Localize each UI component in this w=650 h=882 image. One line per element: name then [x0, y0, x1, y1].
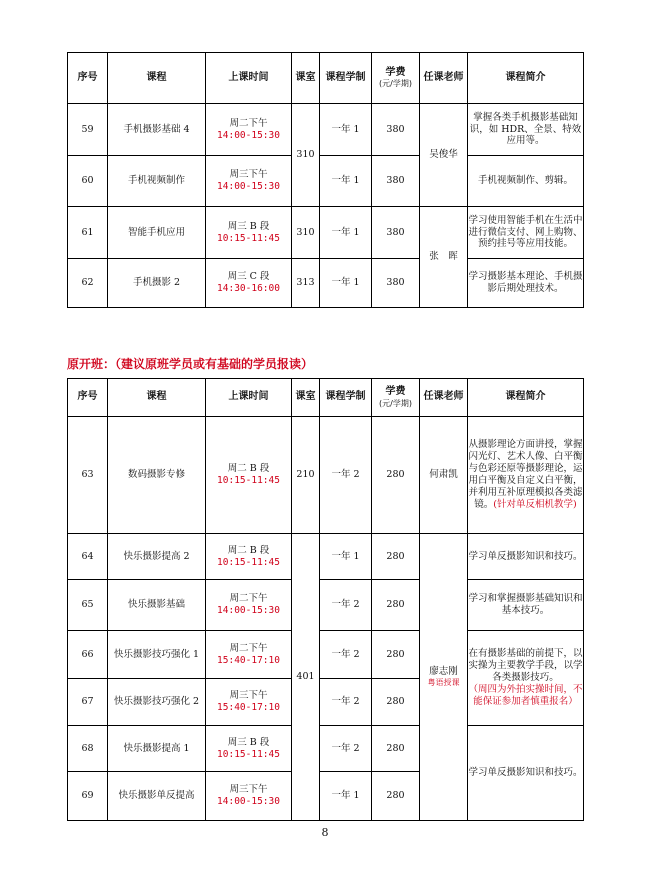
course-room: 210 [292, 417, 320, 534]
course-day: 周三 C 段 [227, 271, 270, 283]
course-fee: 280 [372, 534, 420, 580]
header-fee-unit: (元/学期) [379, 398, 412, 408]
course-teacher: 何肃凯 [420, 417, 468, 534]
course-hours: 15:40-17:10 [217, 702, 280, 713]
course-teacher: 吴俊华 [420, 104, 468, 207]
course-hours: 14:00-15:30 [217, 129, 280, 141]
course-name: 快乐摄影单反提高 [108, 772, 206, 821]
table-row [68, 580, 584, 631]
header-course: 课程 [108, 53, 206, 104]
course-intro [468, 417, 584, 534]
header-course: 课程 [108, 379, 206, 417]
course-name: 手机摄影基础 4 [108, 104, 206, 156]
course-fee: 280 [372, 417, 420, 534]
course-day: 周二 B 段 [227, 463, 270, 475]
header-teacher: 任课老师 [420, 379, 468, 417]
table-row [68, 417, 584, 534]
course-time [206, 726, 292, 772]
course-time [206, 772, 292, 821]
course-fee: 380 [372, 104, 420, 156]
course-term: 一年 2 [320, 631, 372, 679]
course-name: 快乐摄影提高 2 [108, 534, 206, 580]
course-time [206, 679, 292, 726]
course-hours: 14:00-15:30 [217, 605, 280, 616]
header-time: 上课时间 [206, 53, 292, 104]
course-name: 手机视频制作 [108, 156, 206, 207]
course-day: 周三下午 [229, 784, 268, 796]
course-day: 周三 B 段 [227, 220, 270, 232]
course-hours: 10:15-11:45 [217, 556, 280, 568]
course-fee: 280 [372, 580, 420, 631]
course-name: 快乐摄影基础 [108, 580, 206, 631]
course-room: 310 [292, 104, 320, 207]
course-term: 一年 1 [320, 156, 372, 207]
course-no: 59 [68, 104, 108, 156]
course-no: 69 [68, 772, 108, 821]
course-term: 一年 2 [320, 726, 372, 772]
course-hours: 10:15-11:45 [217, 232, 280, 244]
header-fee [372, 379, 420, 417]
course-day: 周二下午 [229, 593, 268, 605]
table-row [68, 726, 584, 772]
course-fee: 380 [372, 259, 420, 308]
course-no: 61 [68, 207, 108, 259]
course-intro: 掌握各类手机摄影基础知识，如 HDR、全景、特效应用等。 [468, 104, 584, 156]
table-row [68, 534, 584, 580]
course-time [206, 580, 292, 631]
course-term: 一年 1 [320, 534, 372, 580]
course-time [206, 156, 292, 207]
header-term: 课程学制 [320, 53, 372, 104]
course-day: 周三下午 [229, 169, 268, 181]
course-room: 401 [292, 534, 320, 821]
course-time [206, 631, 292, 679]
course-fee: 280 [372, 772, 420, 821]
course-intro: 手机视频制作、剪辑。 [468, 156, 584, 207]
course-intro-note: (针对单反相机教学) [493, 498, 577, 510]
header-teacher: 任课老师 [420, 53, 468, 104]
course-time [206, 417, 292, 534]
course-fee: 380 [372, 156, 420, 207]
course-term: 一年 1 [320, 104, 372, 156]
course-hours: 14:00-15:30 [217, 796, 280, 807]
table-row [68, 156, 584, 207]
course-intro-text: 从摄影理论方面讲授，掌握闪光灯、艺术人像、白平衡与色彩还原等摄影理论，运用白平衡及自定义白平衡，并利用互补原理模拟各类滤镜。 [468, 439, 583, 510]
course-no: 64 [68, 534, 108, 580]
header-fee-label: 学费 [385, 66, 406, 78]
course-intro: 学习和掌握摄影基础知识和基本技巧。 [468, 580, 584, 631]
teacher-name: 廖志刚 [429, 666, 458, 678]
course-no: 67 [68, 679, 108, 726]
course-table-1 [67, 52, 584, 308]
course-room: 313 [292, 259, 320, 308]
course-intro: 学习使用智能手机在生活中进行微信支付、网上购物、预约挂号等应用技能。 [468, 207, 584, 259]
course-fee: 280 [372, 726, 420, 772]
course-term: 一年 1 [320, 772, 372, 821]
header-fee [372, 53, 420, 104]
course-name: 数码摄影专修 [108, 417, 206, 534]
course-name: 智能手机应用 [108, 207, 206, 259]
header-room: 课室 [292, 379, 320, 417]
course-no: 63 [68, 417, 108, 534]
course-fee: 380 [372, 207, 420, 259]
course-intro: 学习摄影基本理论、手机摄影后期处理技术。 [468, 259, 584, 308]
course-room: 310 [292, 207, 320, 259]
course-intro: 学习单反摄影知识和技巧。 [468, 726, 584, 821]
course-teacher [420, 534, 468, 821]
header-fee-label: 学费 [385, 386, 406, 398]
course-no: 66 [68, 631, 108, 679]
course-day: 周二下午 [229, 117, 268, 129]
header-term: 课程学制 [320, 379, 372, 417]
page-number: 8 [321, 826, 329, 839]
course-name: 快乐摄影技巧强化 1 [108, 631, 206, 679]
course-day: 周二 B 段 [227, 544, 270, 556]
course-time [206, 534, 292, 580]
header-no: 序号 [68, 53, 108, 104]
course-term: 一年 2 [320, 580, 372, 631]
course-teacher: 张 晖 [420, 207, 468, 308]
course-name: 快乐摄影提高 1 [108, 726, 206, 772]
course-fee: 280 [372, 631, 420, 679]
course-intro [468, 631, 584, 726]
course-name: 手机摄影 2 [108, 259, 206, 308]
header-room: 课室 [292, 53, 320, 104]
course-fee: 280 [372, 679, 420, 726]
header-intro: 课程简介 [468, 379, 584, 417]
course-time [206, 259, 292, 308]
course-hours: 10:15-11:45 [217, 748, 280, 760]
course-term: 一年 1 [320, 207, 372, 259]
course-time [206, 104, 292, 156]
course-no: 65 [68, 580, 108, 631]
course-hours: 10:15-11:45 [217, 475, 280, 486]
course-term: 一年 2 [320, 417, 372, 534]
table-header-row [68, 53, 584, 104]
course-hours: 14:30-16:00 [217, 283, 280, 294]
course-intro: 学习单反摄影知识和技巧。 [468, 534, 584, 580]
course-no: 60 [68, 156, 108, 207]
table-row [68, 259, 584, 308]
section-heading: 原开班：（建议原班学员或有基础的学员报读） [67, 357, 314, 371]
course-term: 一年 2 [320, 679, 372, 726]
header-intro: 课程简介 [468, 53, 584, 104]
teacher-language-note: 粤语授课 [427, 677, 460, 687]
header-no: 序号 [68, 379, 108, 417]
course-no: 68 [68, 726, 108, 772]
course-time [206, 207, 292, 259]
course-no: 62 [68, 259, 108, 308]
course-intro-text: 在有摄影基础的前提下，以实操为主要教学手段，以学各类摄影技巧。 [468, 648, 583, 684]
header-time: 上课时间 [206, 379, 292, 417]
table-row [68, 207, 584, 259]
table-row [68, 631, 584, 679]
course-hours: 15:40-17:10 [217, 654, 280, 666]
course-day: 周三 B 段 [227, 736, 270, 748]
header-fee-unit: (元/学期) [379, 79, 412, 89]
course-table-2 [67, 378, 584, 821]
course-hours: 14:00-15:30 [217, 181, 280, 192]
course-intro-note: （周四为外拍实操时间，不能保证参加者慎重报名） [468, 683, 583, 707]
table-header-row [68, 379, 584, 417]
course-term: 一年 1 [320, 259, 372, 308]
course-day: 周二下午 [229, 642, 268, 654]
course-day: 周三下午 [229, 690, 268, 702]
course-name: 快乐摄影技巧强化 2 [108, 679, 206, 726]
table-row [68, 104, 584, 156]
